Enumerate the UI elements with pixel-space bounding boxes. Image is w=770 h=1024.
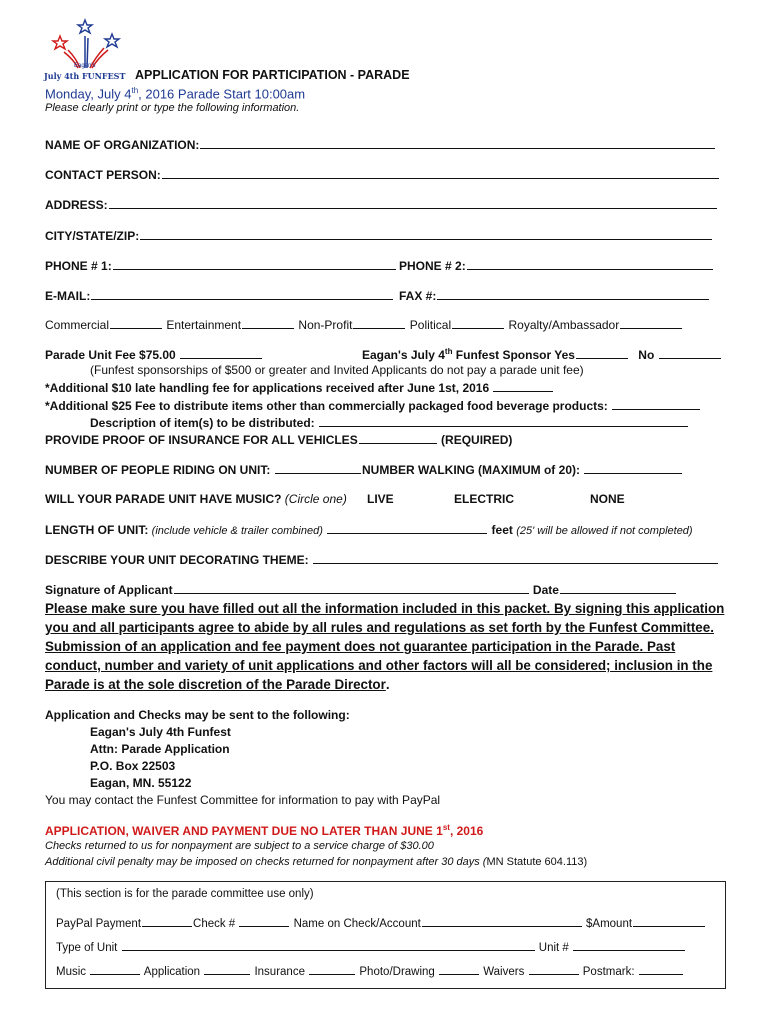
agreement-end: . [385,677,390,692]
logo-line-1: Eagan's [74,63,96,69]
deadline-notice [45,823,483,838]
funfest-logo [40,14,130,86]
insurance-check-label: Insurance [254,966,305,978]
type-line[interactable] [122,939,535,951]
walking-field [362,462,683,477]
sponsor-field [362,347,722,362]
fax-label: FAX #: [399,289,437,303]
paypal-line[interactable] [142,915,192,927]
parade-date [45,86,305,101]
date-sup: th [131,86,139,95]
date-text-post: , 2016 Parade Start 10:00am [138,86,306,102]
org-field[interactable] [45,137,716,152]
sponsor-text: Eagan's July 4 [362,348,445,362]
category-commercial: Commercial [45,318,110,332]
feet-note: (25' will be allowed if not completed) [516,525,693,537]
phone2-field[interactable] [399,258,714,273]
instruction-note: Please clearly print or type the following information. [45,102,300,114]
sponsor-sup: th [444,347,453,356]
city-line[interactable] [140,228,712,240]
category-nonprofit: Non-Profit [298,318,353,332]
statute-ref: MN Statute 604.113) [486,856,588,868]
civil-penalty-note [45,856,587,868]
committee-heading: (This section is for the parade committee use only) [56,888,314,900]
length-label: LENGTH OF UNIT: [45,523,149,537]
phone2-line[interactable] [467,258,713,270]
royalty-line[interactable] [620,317,682,329]
unit-no-line[interactable] [573,939,685,951]
unit-fee-line[interactable] [180,347,262,359]
checks-note: Checks returned to us for nonpayment are subject to a service charge of $30.00 [45,840,434,852]
address-field[interactable] [45,197,718,212]
late-fee-line[interactable] [493,380,553,392]
email-field[interactable] [45,288,394,303]
theme-label: DESCRIBE YOUR UNIT DECORATING THEME: [45,553,309,567]
city-field[interactable] [45,228,713,243]
email-label: E-MAIL: [45,289,91,303]
committee-row-2 [56,939,686,954]
check-line[interactable] [239,915,289,927]
distribute-fee-label: *Additional $25 Fee to distribute items other than commercially packaged food beverage products: [45,399,608,413]
mailing-line-1: Eagan's July 4th Funfest [90,725,231,739]
postmark-label: Postmark: [582,966,635,978]
contact-field[interactable] [45,167,720,182]
paypal-note: You may contact the Funfest Committee for information to pay with PayPal [45,793,441,807]
commercial-line[interactable] [110,317,162,329]
org-label: NAME OF ORGANIZATION: [45,138,200,152]
unit-fee-label: Parade Unit Fee $75.00 [45,348,176,362]
signature-label: Signature of Applicant [45,583,173,597]
fax-field[interactable] [399,288,710,303]
insurance-field [45,432,512,447]
amount-label: $Amount [586,918,633,930]
late-fee-label: *Additional $10 late handling fee for applications received after June 1st, 2016 [45,381,490,395]
category-political: Political [409,318,452,332]
signature-line[interactable] [174,582,529,594]
insurance-label: PROVIDE PROOF OF INSURANCE FOR ALL VEHICLES [45,433,358,447]
photo-line[interactable] [439,963,479,975]
music-none[interactable]: NONE [590,492,625,506]
theme-line[interactable] [313,552,718,564]
sponsor-no-line[interactable] [659,347,721,359]
phone2-label: PHONE # 2: [399,259,466,273]
required-label: (REQUIRED) [441,433,513,447]
deadline-year: , 2016 [449,824,484,838]
riding-line[interactable] [275,462,361,474]
committee-row-3 [56,963,684,978]
waivers-line[interactable] [529,963,579,975]
sponsor-yes-line[interactable] [576,347,628,359]
music-question [45,492,347,506]
org-line[interactable] [200,137,715,149]
application-label: Application [143,966,201,978]
page-title: APPLICATION FOR PARTICIPATION - PARADE [135,68,410,82]
email-line[interactable] [91,288,393,300]
length-note: (include vehicle & trailer combined) [151,525,323,537]
mailing-intro: Application and Checks may be sent to the following: [45,708,350,722]
name-on-check-line[interactable] [422,915,582,927]
mailing-line-3: P.O. Box 22503 [90,759,176,773]
date-line[interactable] [560,582,676,594]
agreement-text: Please make sure you have filled out all the information included in this packet. By signing this application you and all participants agree to abide by all rules and regulations as set forth by the Funfest Committee. Submission of an application and fee payment does not guarantee participation in the Parade. Past conduct, number and variety of unit applications and other factors will all be considered; inclusion in the Parade is at the sole discretion of the Parade Director [45,601,725,692]
photo-label: Photo/Drawing [359,966,435,978]
walking-line[interactable] [584,462,682,474]
phone1-line[interactable] [113,258,396,270]
date-text: Monday, July 4 [45,86,132,102]
committee-box [45,881,726,989]
signature-field [45,582,677,597]
music-label: WILL YOUR PARADE UNIT HAVE MUSIC? [45,492,282,506]
items-field [90,415,689,430]
insurance-line[interactable] [359,432,437,444]
deadline-text: APPLICATION, WAIVER AND PAYMENT DUE NO LATER THAN JUNE 1 [45,824,443,838]
date-label: Date [532,583,559,597]
check-label: Check # [193,918,236,930]
fax-line[interactable] [437,288,709,300]
mailing-line-4: Eagan, MN. 55122 [90,776,192,790]
city-label: CITY/STATE/ZIP: [45,229,140,243]
address-label: ADDRESS: [45,198,108,212]
phone1-label: PHONE # 1: [45,259,112,273]
category-entertainment: Entertainment [166,318,242,332]
length-line[interactable] [327,522,487,534]
riding-field [45,462,362,477]
mailing-line-2: Attn: Parade Application [90,742,230,756]
logo-line-2: July 4th FUNFEST [44,71,126,81]
contact-label: CONTACT PERSON: [45,168,161,182]
music-check-label: Music [56,966,87,978]
nonprofit-line[interactable] [353,317,405,329]
type-label: Type of Unit [56,942,118,954]
theme-field [45,552,719,567]
items-line[interactable] [319,415,688,427]
distribute-fee-line[interactable] [612,398,700,410]
contact-line[interactable] [162,167,719,179]
sponsor-no: No [638,348,655,362]
music-live[interactable]: LIVE [367,492,394,506]
distribute-fee [45,398,701,413]
political-line[interactable] [452,317,504,329]
sponsor-yes: Funfest Sponsor Yes [452,348,575,362]
address-line[interactable] [109,197,717,209]
late-fee [45,380,554,395]
application-line[interactable] [204,963,250,975]
agreement-paragraph [45,599,725,694]
category-row [45,317,683,332]
entertainment-line[interactable] [242,317,294,329]
committee-row-1 [56,915,706,930]
sponsor-note: (Funfest sponsorships of $500 or greater and Invited Applicants do not pay a parade unit fee) [90,363,584,377]
amount-line[interactable] [633,915,705,927]
unit-fee [45,347,263,362]
civil-penalty-text: Additional civil penalty may be imposed on checks returned for nonpayment after 30 days ( [45,856,487,868]
length-field [45,522,693,537]
walking-label: NUMBER WALKING (MAXIMUM of 20): [362,463,580,477]
insurance-check-line[interactable] [309,963,355,975]
paypal-label: PayPal Payment [56,918,142,930]
postmark-line[interactable] [639,963,683,975]
waivers-label: Waivers [483,966,525,978]
music-check-line[interactable] [90,963,140,975]
music-electric[interactable]: ELECTRIC [454,492,514,506]
name-on-check-label: Name on Check/Account [293,918,421,930]
feet-label: feet [491,523,513,537]
items-label: Description of item(s) to be distributed: [90,416,315,430]
category-royalty: Royalty/Ambassador [508,318,620,332]
riding-label: NUMBER OF PEOPLE RIDING ON UNIT: [45,463,271,477]
deadline-sup: st [442,823,450,832]
unit-no-label: Unit # [538,942,569,954]
phone1-field[interactable] [45,258,397,273]
circle-note: (Circle one) [284,492,347,506]
